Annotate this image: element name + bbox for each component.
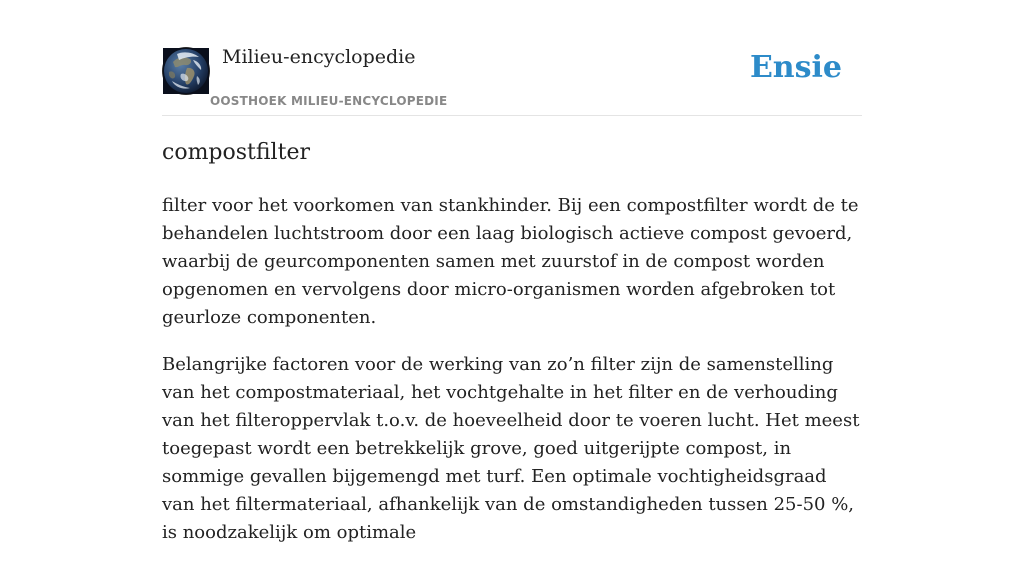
article-body [162, 192, 862, 566]
earth-globe-icon [163, 48, 209, 94]
paragraph: Belangrijke factoren voor de werking van zo’n filter zijn de samenstelling van het compostmateriaal, het vochtgehalte in het filter en de verhouding van het filteroppervlak t.o.v. de hoeveelheid door te voeren lucht. Het meest toegepast wordt een betrekkelijk grove, goed uitgerijpte compost, in sommige gevallen bijgemengd met turf. Een optimale vochtigheidsgraad van het filtermateriaal, afhankelijk van de omstandigheden tussen 25-50 %, is noodzakelijk om optimale [162, 354, 860, 543]
site-subtitle[interactable]: OOSTHOEK MILIEU-ENCYCLOPEDIE [210, 94, 448, 108]
avatar[interactable] [162, 47, 210, 95]
brand-logo[interactable]: Ensie [749, 50, 842, 85]
site-header [162, 0, 862, 116]
page-title: compostfilter [162, 140, 310, 165]
paragraph: filter voor het voorkomen van stankhinder. Bij een compostfilter wordt de te behandelen luchtstroom door een laag biologisch actieve compost gevoerd, waarbij de geurcomponenten samen met zuurstof in de compost worden opgenomen en vervolgens door micro-organismen worden afgebroken tot geurloze componenten. [162, 195, 859, 328]
site-name[interactable]: Milieu-encyclopedie [222, 46, 416, 68]
main-container [162, 0, 862, 543]
